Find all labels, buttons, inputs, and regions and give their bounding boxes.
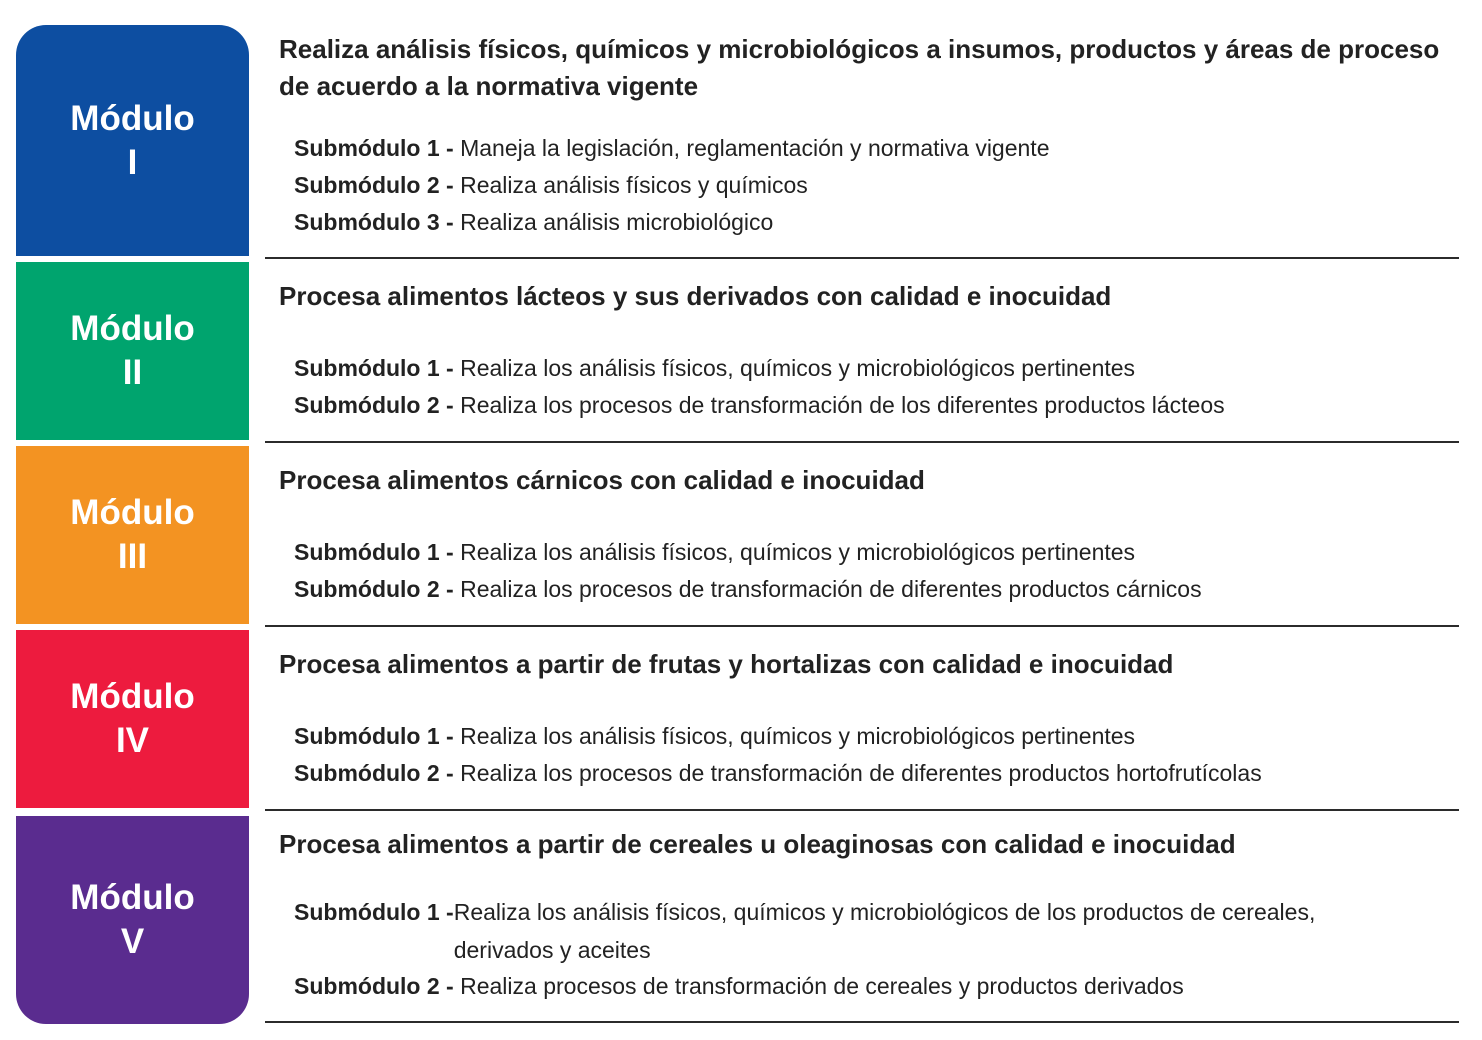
module-1-submodule-1 [294, 130, 1049, 167]
module-2-numeral: II [122, 353, 143, 392]
divider [265, 809, 1459, 811]
module-1-submodule-2 [294, 167, 808, 204]
module-4-title: Procesa alimentos a partir de frutas y hortalizas con calidad e inocuidad [279, 649, 1174, 679]
module-1-word: Módulo [70, 98, 195, 138]
module-4-badge [16, 630, 249, 808]
module-5-title: Procesa alimentos a partir de cereales u oleaginosas con calidad e inocuidad [279, 829, 1236, 859]
submodule-text: Realiza los análisis físicos, químicos y microbiológicos de los productos de cereales, derivados y aceites [453, 899, 1316, 963]
submodule-label: Submódulo 1 - [294, 723, 461, 749]
module-4-numeral: IV [115, 721, 150, 760]
module-3-title: Procesa alimentos cárnicos con calidad e inocuidad [279, 465, 925, 495]
module-4-word: Módulo [70, 677, 195, 716]
submodule-text: Realiza los procesos de transformación de diferentes productos cárnicos [460, 576, 1202, 602]
submodule-label: Submódulo 2 - [294, 392, 461, 418]
module-2-badge [16, 262, 249, 440]
module-5-submodule-1 [294, 893, 1404, 969]
submodule-text: Realiza análisis físicos y químicos [460, 172, 808, 198]
submodule-label: Submódulo 1 - [294, 899, 454, 925]
submodule-text: Realiza análisis microbiológico [460, 209, 774, 235]
module-2-submodule-1 [294, 350, 1135, 387]
module-2-submodule-2 [294, 387, 1225, 424]
module-1-badge [16, 25, 249, 256]
divider [265, 441, 1459, 443]
module-2-word: Módulo [70, 309, 195, 348]
module-4-submodule-1 [294, 718, 1135, 755]
module-3-submodule-1 [294, 534, 1135, 571]
divider [265, 625, 1459, 627]
submodule-text: Realiza los procesos de transformación de los diferentes productos lácteos [460, 392, 1225, 418]
submodule-text: Realiza los procesos de transformación de diferentes productos hortofrutícolas [460, 760, 1262, 786]
submodule-label: Submódulo 1 - [294, 355, 461, 381]
divider [265, 1021, 1459, 1023]
submodule-label: Submódulo 2 - [294, 172, 461, 198]
submodule-text: Realiza los análisis físicos, químicos y microbiológicos pertinentes [460, 723, 1136, 749]
submodule-label: Submódulo 1 - [294, 135, 461, 161]
submodule-label: Submódulo 1 - [294, 539, 461, 565]
module-3-word: Módulo [70, 493, 195, 532]
submodule-text: Realiza los análisis físicos, químicos y microbiológicos pertinentes [460, 355, 1136, 381]
module-5-numeral: V [120, 922, 145, 961]
module-3-badge [16, 446, 249, 624]
module-3-numeral: III [117, 537, 148, 576]
submodule-text: Realiza los análisis físicos, químicos y microbiológicos pertinentes [460, 539, 1136, 565]
module-1-numeral: I [127, 142, 138, 182]
module-4-submodule-2 [294, 755, 1262, 792]
module-2-title: Procesa alimentos lácteos y sus derivados con calidad e inocuidad [279, 281, 1112, 311]
module-1-submodule-3 [294, 204, 773, 241]
module-1-title: Realiza análisis físicos, químicos y microbiológicos a insumos, productos y áreas de proceso de acuerdo a la normativa vigente [279, 34, 1440, 101]
module-5-word: Módulo [70, 878, 195, 917]
module-5-submodule-2 [294, 968, 1184, 1005]
module-3-submodule-2 [294, 571, 1202, 608]
submodule-label: Submódulo 2 - [294, 973, 461, 999]
divider [265, 257, 1459, 259]
module-5-badge [16, 816, 249, 1024]
submodule-label: Submódulo 2 - [294, 760, 461, 786]
submodule-label: Submódulo 3 - [294, 209, 461, 235]
submodule-label: Submódulo 2 - [294, 576, 461, 602]
submodule-text: Realiza procesos de transformación de cereales y productos derivados [460, 973, 1184, 999]
submodule-text: Maneja la legislación, reglamentación y normativa vigente [460, 135, 1050, 161]
